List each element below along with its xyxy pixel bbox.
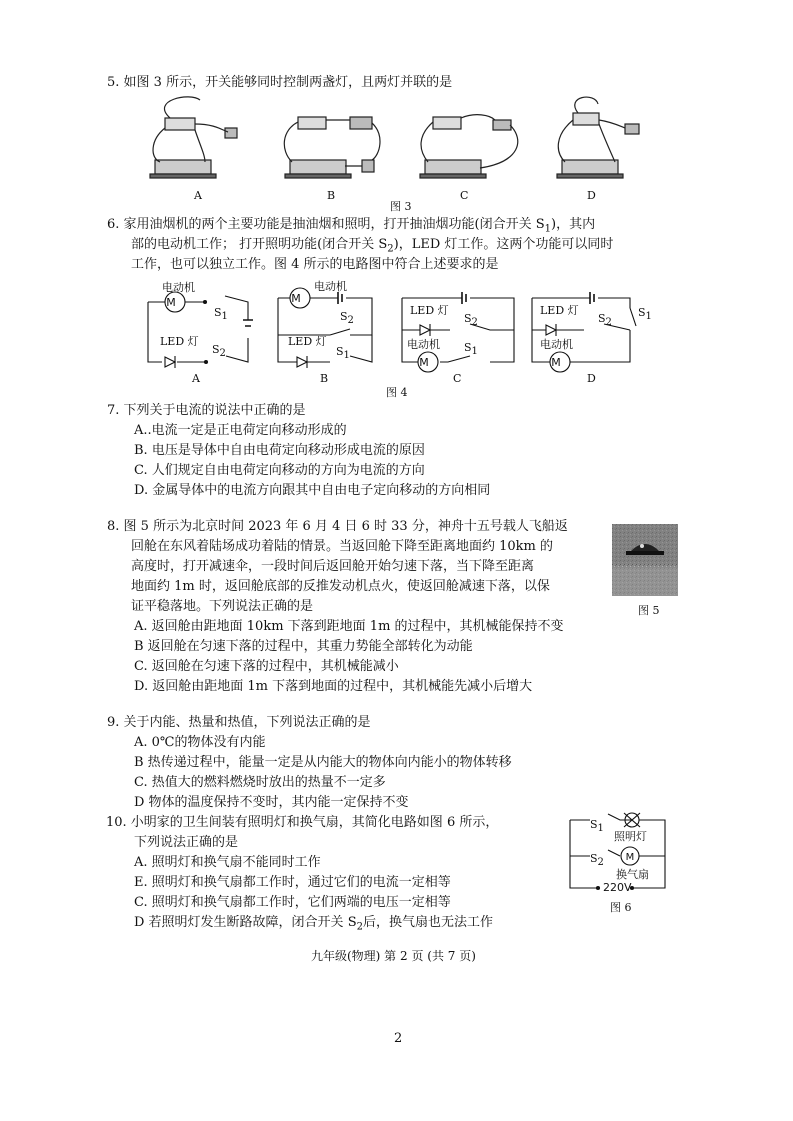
fig4a-led-label: LED 灯 [160,335,199,348]
q10-line1: 10. 小明家的卫生间装有照明灯和换气扇，其简化电路如图 6 所示， [106,815,499,830]
q8-line4: 地面约 1m 时，返回舱底部的反推发动机点火，使返回舱减速下落，以保 [131,579,550,594]
q7-option-c: C. 人们规定自由电荷定向移动的方向为电流的方向 [134,463,425,478]
fig3-label-d: D [587,189,596,202]
fig6-lamp-label: 照明灯 [614,830,647,843]
q8-line3: 高度时，打开减速伞，一段时间后返回舱开始匀速下落，当下降至距离 [131,559,535,574]
q9-option-a: A. 0℃的物体没有内能 [134,735,266,750]
svg-text:M: M [291,292,301,305]
q9-option-c: C. 热值大的燃料燃烧时放出的热量不一定多 [134,775,386,790]
fig4c-led-label: LED 灯 [410,304,449,317]
fig6-voltage: 220V [603,881,632,894]
q10-option-c: C. 照明灯和换气扇都工作时，它们两端的电压一定相等 [134,895,451,910]
q9-option-b: B 热传递过程中，能量一定是从内能大的物体向内能小的物体转移 [134,755,512,770]
q8-option-b: B 返回舱在匀速下落的过程中，其重力势能全部转化为动能 [134,639,473,654]
q6-line2: 部的电动机工作； 打开照明功能(闭合开关 $S_2$)，LED 灯工作。这两个功能可以同时 [131,237,614,255]
fig4d-s1: $S_1$ [638,306,652,323]
q8-line5: 证平稳落地。下列说法正确的是 [131,599,314,614]
fig3-label-a: A [194,189,202,202]
q6-line1: 6. 家用油烟机的两个主要功能是抽油烟和照明，打开抽油烟功能(闭合开关 $S_1$)，其内 [107,217,596,235]
fig6-s1: $S_1$ [590,818,604,835]
fig5-caption: 图 5 [638,604,660,617]
fig4d-s2: $S_2$ [598,312,612,329]
fig4a-motor-label: 电动机 [162,281,195,294]
fig4-label-d: D [587,372,596,385]
q8-line2: 回舱在东风着陆场成功着陆的情景。当返回舱下降至距离地面约 10km 的 [131,539,554,554]
q8-line1: 8. 图 5 所示为北京时间 2023 年 6 月 4 日 6 时 33 分，神舟十五号载人飞船返 [107,519,568,534]
svg-text:M: M [625,852,635,863]
fig4b-s2: $S_2$ [340,310,354,327]
q7-option-b: B. 电压是导体中自由电荷定向移动形成电流的原因 [134,443,425,458]
fig6-fan-label: 换气扇 [616,868,649,881]
q7-stem: 7. 下列关于电流的说法中正确的是 [107,403,306,418]
fig4-caption: 图 4 [386,386,408,399]
fig3-caption: 图 3 [390,200,412,213]
q8-option-a: A. 返回舱由距地面 10km 下落到距地面 1m 的过程中，其机械能保持不变 [134,619,564,634]
fig6-caption: 图 6 [610,901,632,914]
fig4-label-a: A [192,372,200,385]
fig4a-s2: $S_2$ [212,343,226,360]
q9-option-d: D 物体的温度保持不变时，其内能一定保持不变 [134,795,409,810]
fig4d-led-label: LED 灯 [540,304,579,317]
q8-option-d: D. 返回舱由距地面 1m 下落到地面的过程中，其机械能先减小后增大 [134,679,533,694]
q8-option-c: C. 返回舱在匀速下落的过程中，其机械能减小 [134,659,399,674]
fig4c-s1: $S_1$ [464,341,478,358]
fig4d-motor-label: 电动机 [540,338,573,351]
q10-line2: 下列说法正确的是 [134,835,239,850]
page-number: 2 [394,1031,403,1046]
svg-text:M: M [166,296,176,309]
svg-text:M: M [551,356,561,369]
q10-option-b: E. 照明灯和换气扇都工作时，通过它们的电流一定相等 [134,875,451,890]
fig6-s2: $S_2$ [590,852,604,869]
fig4-label-b: B [320,372,329,385]
q9-stem: 9. 关于内能、热量和热值，下列说法正确的是 [107,715,371,730]
q10-option-a: A. 照明灯和换气扇不能同时工作 [134,855,321,870]
page-footer: 九年级(物理) 第 2 页 (共 7 页) [311,949,476,963]
fig4c-motor-label: 电动机 [407,338,440,351]
fig4b-motor-label: 电动机 [314,280,347,293]
q5-stem: 5. 如图 3 所示，开关能够同时控制两盏灯，且两灯并联的是 [107,75,453,90]
fig3-label-c: C [460,189,469,202]
svg-text:M: M [419,356,429,369]
fig4c-s2: $S_2$ [464,312,478,329]
fig4-label-c: C [453,372,462,385]
q7-option-a: A..电流一定是正电荷定向移动形成的 [134,423,347,438]
fig4b-led-label: LED 灯 [288,335,327,348]
q6-line3: 工作，也可以独立工作。图 4 所示的电路图中符合上述要求的是 [131,257,499,272]
q10-option-d: D 若照明灯发生断路故障，闭合开关 $S_2$后，换气扇也无法工作 [134,915,493,933]
fig3-label-b: B [327,189,336,202]
fig4b-s1: $S_1$ [336,345,350,362]
fig4a-s1: $S_1$ [214,306,228,323]
q7-option-d: D. 金属导体中的电流方向跟其中自由电子定向移动的方向相同 [134,483,491,498]
